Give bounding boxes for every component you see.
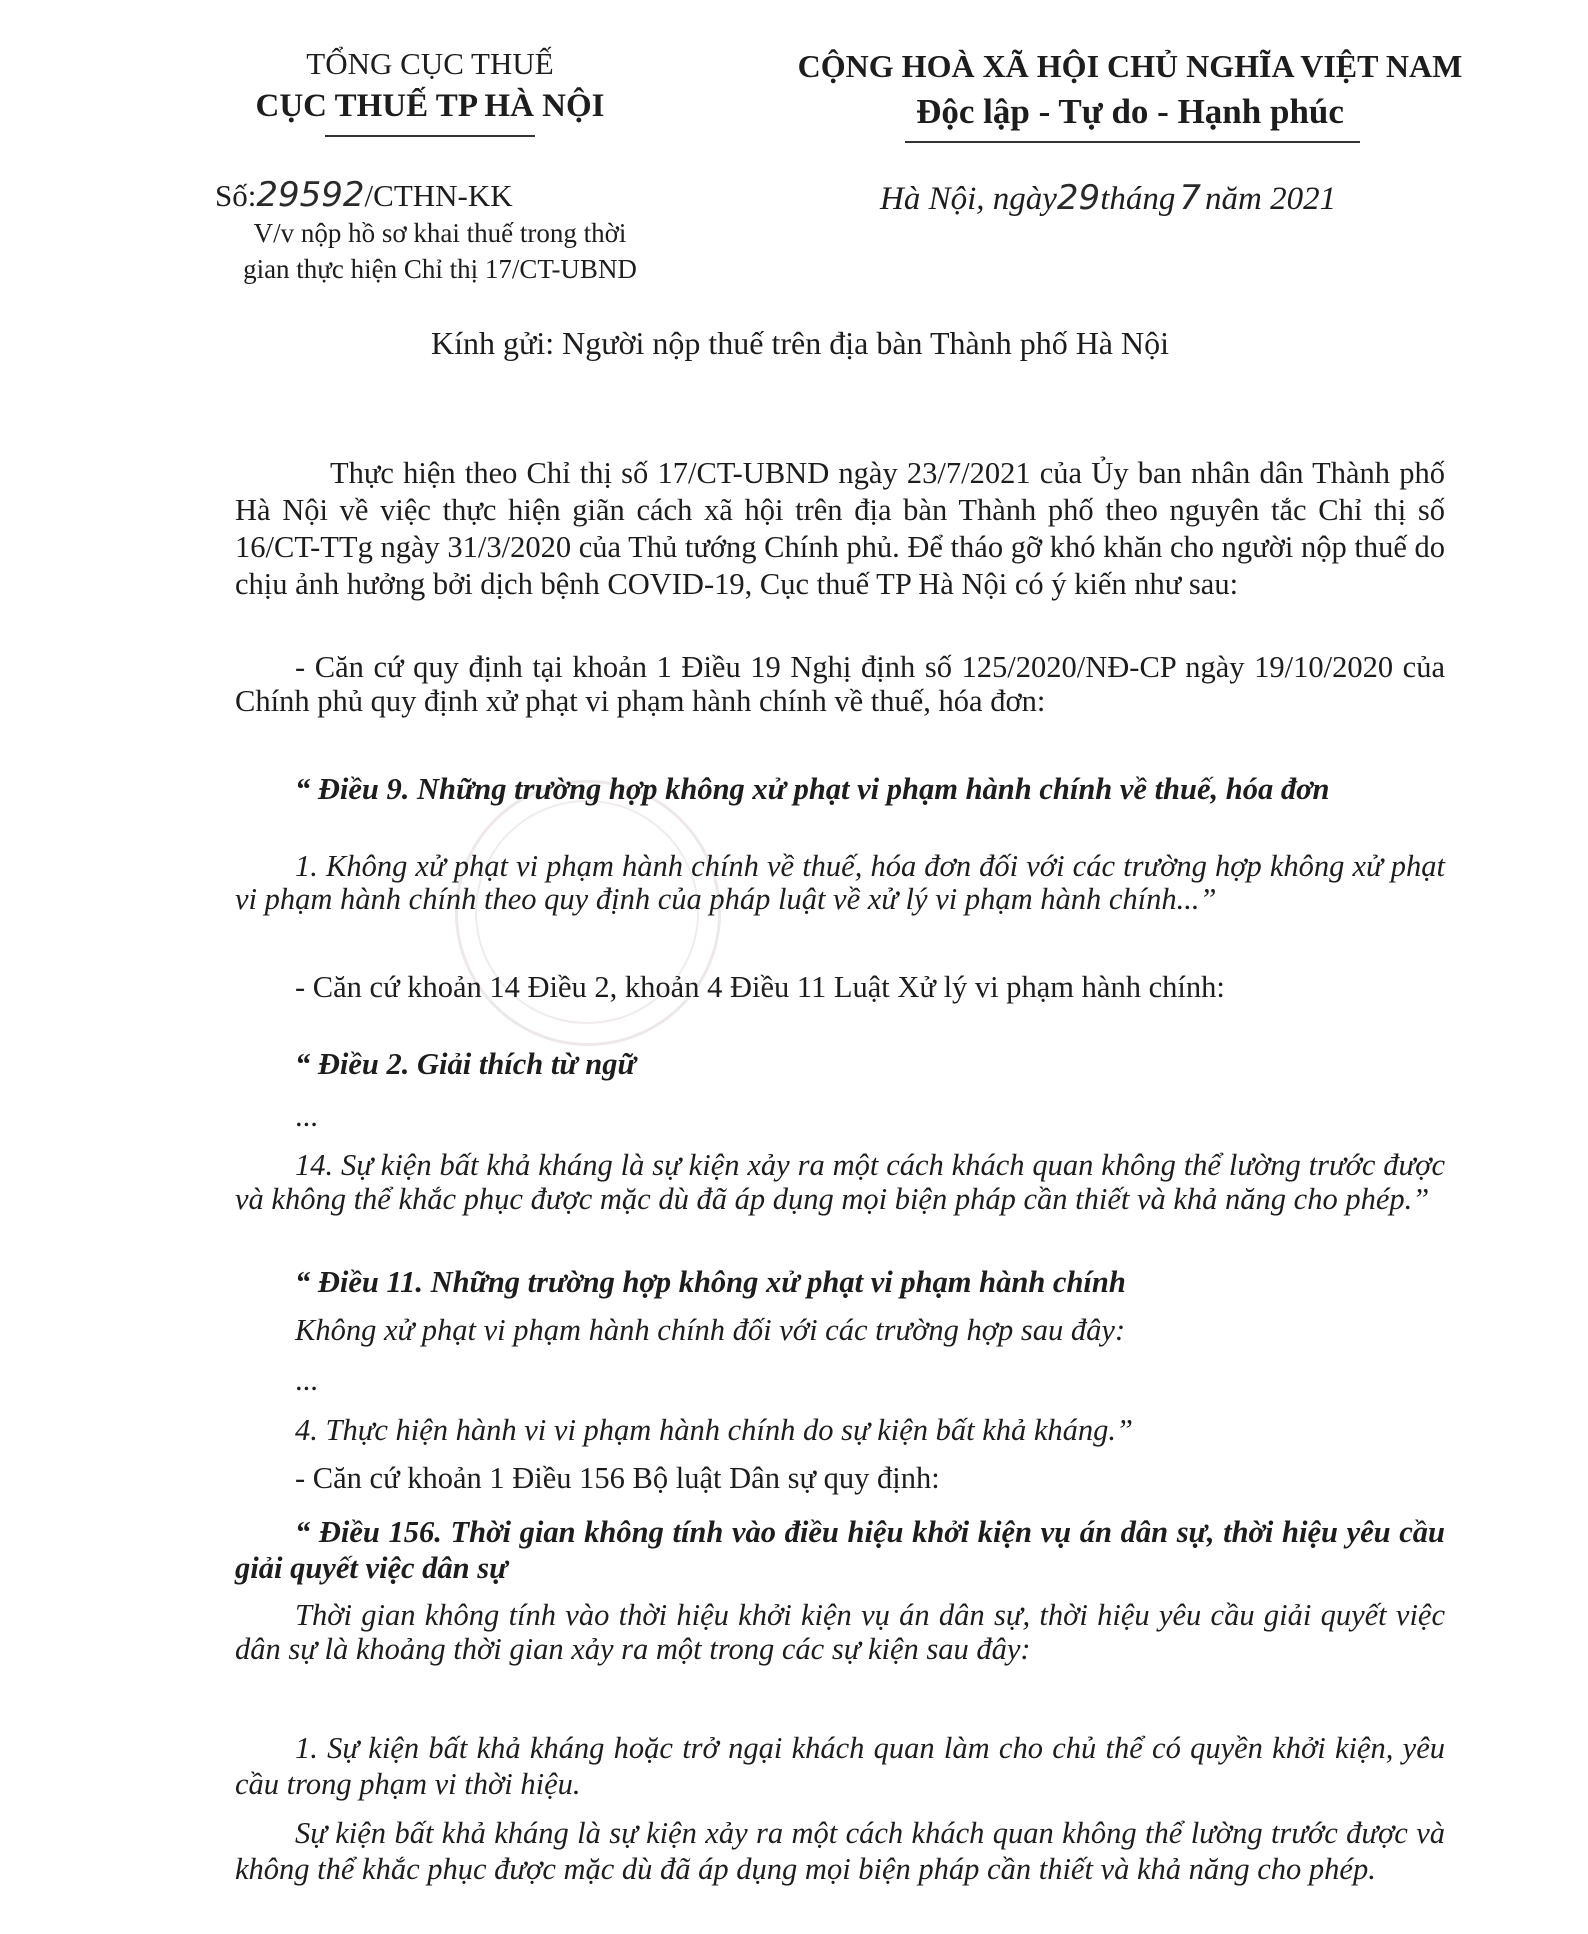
- motto-underline: [905, 141, 1360, 143]
- paragraph-2: - Căn cứ quy định tại khoản 1 Điều 19 Nghị định số 125/2020/NĐ-CP ngày 19/10/2020 của Chính phủ quy định xử phạt vi phạm hành chính về thuế, hóa đơn:: [235, 650, 1445, 718]
- paragraph-1: Thực hiện theo Chỉ thị số 17/CT-UBND ngày 23/7/2021 của Ủy ban nhân dân Thành phố Hà Nội về việc thực hiện giãn cách xã hội trên địa bàn Thành phố theo nguyên tắc Chỉ thị số 16/CT-TTg ngày 31/3/2020 của Thủ tướng Chính phủ. Để tháo gỡ khó khăn cho người nộp thuế do chịu ảnh hưởng bởi dịch bệnh COVID-19, Cục thuế TP Hà Nội có ý kiến như sau:: [235, 456, 1445, 601]
- issue-date: [880, 178, 1336, 218]
- ellipsis-1: ...: [295, 1099, 318, 1133]
- paragraph-legal-basis: - Căn cứ khoản 14 Điều 2, khoản 4 Điều 11 Luật Xử lý vi phạm hành chính:: [295, 970, 1225, 1004]
- article-156-clause-1: 1. Sự kiện bất khả kháng hoặc trở ngại khách quan làm cho chủ thể có quyền khởi kiện, yêu cầu trong phạm vi thời hiệu.: [235, 1731, 1445, 1801]
- article-2-title: “ Điều 2. Giải thích từ ngữ: [295, 1047, 636, 1081]
- date-month: 7: [1179, 178, 1201, 218]
- nation-title: CỘNG HOÀ XÃ HỘI CHỦ NGHĨA VIỆT NAM: [797, 48, 1463, 84]
- article-2-clause-14: 14. Sự kiện bất khả kháng là sự kiện xảy ra một cách khách quan không thể lường trước được và không thể khắc phục được mặc dù đã áp dụng mọi biện pháp cần thiết và khả năng cho phép.”: [235, 1148, 1445, 1216]
- reference-number: [215, 175, 513, 215]
- ellipsis-2: ...: [295, 1363, 318, 1397]
- subject-line-2: gian thực hiện Chỉ thị 17/CT-UBND: [243, 254, 637, 284]
- article-9-title: “ Điều 9. Những trường hợp không xử phạt vi phạm hành chính về thuế, hóa đơn: [295, 772, 1330, 806]
- force-majeure-definition: Sự kiện bất khả kháng là sự kiện xảy ra một cách khách quan không thể lường trước được và không thể khắc phục được mặc dù đã áp dụng mọi biện pháp cần thiết và khả năng cho phép.: [235, 1816, 1445, 1886]
- article-9-clause-1: 1. Không xử phạt vi phạm hành chính về thuế, hóa đơn đối với các trường hợp không xử phạt vi phạm hành chính theo quy định của pháp luật về xử lý vi phạm hành chính...”: [235, 849, 1445, 916]
- agency-parent: TỔNG CỤC THUẾ: [306, 46, 554, 81]
- recipient-line: Kính gửi: Người nộp thuế trên địa bàn Thành phố Hà Nội: [430, 325, 1169, 361]
- article-156-intro: Thời gian không tính vào thời hiệu khởi kiện vụ án dân sự, thời hiệu yêu cầu giải quyết việc dân sự là khoảng thời gian xảy ra một trong các sự kiện sau đây:: [235, 1598, 1445, 1666]
- article-156-title: “ Điều 156. Thời gian không tính vào điều hiệu khởi kiện vụ án dân sự, thời hiệu yêu cầu giải quyết việc dân sự: [235, 1515, 1445, 1585]
- article-11-title: “ Điều 11. Những trường hợp không xử phạt vi phạm hành chính: [295, 1265, 1126, 1299]
- subject-line-1: V/v nộp hồ sơ khai thuế trong thời: [253, 218, 627, 248]
- article-11-clause-4: 4. Thực hiện hành vi vi phạm hành chính do sự kiện bất khả kháng.”: [295, 1413, 1134, 1447]
- article-11-intro: Không xử phạt vi phạm hành chính đối với các trường hợp sau đây:: [295, 1313, 1126, 1347]
- ref-handwritten-number: 29592: [256, 175, 365, 215]
- date-month-label: tháng: [1100, 181, 1176, 217]
- ref-prefix: Số:: [215, 178, 257, 213]
- date-day: 29: [1056, 178, 1101, 218]
- agency-name: CỤC THUẾ TP HÀ NỘI: [255, 88, 605, 124]
- date-place: Hà Nội, ngày: [880, 181, 1057, 217]
- national-motto: Độc lập - Tự do - Hạnh phúc: [916, 92, 1344, 131]
- paragraph-civil-code: - Căn cứ khoản 1 Điều 156 Bộ luật Dân sự quy định:: [295, 1461, 940, 1495]
- agency-underline: [325, 135, 535, 137]
- date-year: năm 2021: [1205, 181, 1337, 217]
- ref-suffix: /CTHN-KK: [364, 178, 513, 213]
